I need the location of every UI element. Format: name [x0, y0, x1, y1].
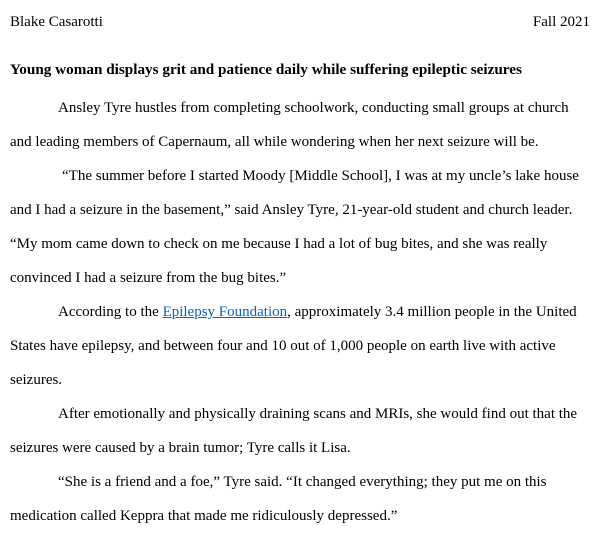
paragraph-1: Ansley Tyre hustles from completing schoolwork, conducting small groups at church and leading members of Capernaum, all while wondering when her next seizure will be.: [10, 100, 569, 150]
page-header: [10, 12, 590, 32]
epilepsy-foundation-link[interactable]: Epilepsy Foundation: [162, 304, 288, 320]
paragraph-3: [10, 295, 590, 397]
paragraph-3-lead: According to the: [58, 304, 163, 320]
author-name: Blake Casarotti: [10, 14, 103, 30]
term-label: Fall 2021: [532, 14, 590, 30]
paragraph-5: “She is a friend and a foe,” Tyre said. “It changed everything; they put me on this medication called Keppra that made me ridiculously depressed.”: [10, 474, 547, 524]
paragraph-4: After emotionally and physically draining scans and MRIs, she would find out that the seizures were caused by a brain tumor; Tyre calls it Lisa.: [10, 406, 578, 456]
article-body: [10, 91, 590, 533]
article-headline: Young woman displays grit and patience daily while suffering epileptic seizures: [10, 61, 522, 78]
paragraph-2: “The summer before I started Moody [Middle School], I was at my uncle’s lake house and I had a seizure in the basement,” said Ansley Tyre, 21-year-old student and church leader. “My mom came down to check on me because I had a lot of bug bites, and she was really convinced I had a seizure from the bug bites.”: [10, 168, 579, 286]
paragraph-3-rest: , approximately 3.4 million people in the United States have epilepsy, and between four and 10 out of 1,000 people on earth live with active seizures.: [10, 304, 577, 388]
